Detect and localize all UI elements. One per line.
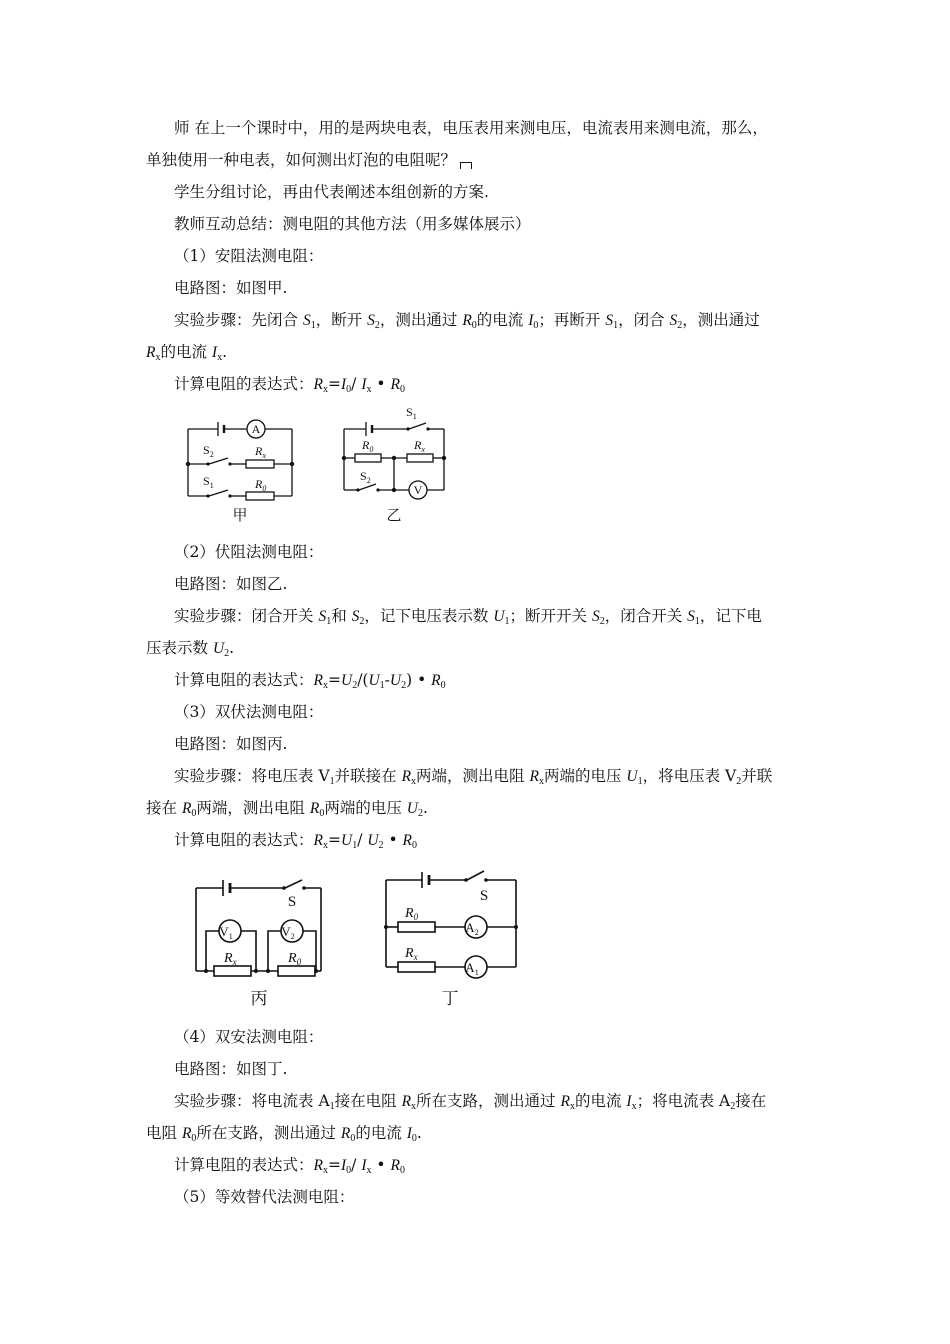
intro-line-2-text: 单独使用一种电表，如何测出灯泡的电阻呢？	[146, 151, 457, 169]
voltmeter-v2-label: $V_2$	[281, 924, 295, 941]
r0-label: $R_0$	[405, 906, 419, 922]
ammeter-a1-label: $A_1$	[465, 960, 479, 977]
switch-label: S	[287, 894, 297, 910]
switch-s2-label: $S_2$	[360, 469, 371, 485]
method-2-formula: 计算电阻的表达式：$R_x=U_2/(U_1-U_2)$ • $R_0$	[174, 671, 446, 691]
circuit-diagram-bing	[188, 868, 338, 1018]
intro-line-2	[146, 150, 472, 170]
formula-label: 计算电阻的表达式：	[174, 375, 314, 393]
switch-label: S	[479, 888, 489, 904]
method-3-steps-line-2: 接在 $R_0$两端，测出电阻 $R_0$两端的电压 $U_2$.	[146, 799, 428, 819]
method-3-circuit: 电路图：如图丙.	[174, 735, 288, 753]
figure-caption-yi: 乙	[386, 508, 402, 524]
steps-label: 实验步骤：	[174, 607, 252, 625]
method-4-steps-line-2: 电阻 $R_0$所在支路，测出通过 $R_0$的电流 $I_0$.	[146, 1124, 422, 1144]
figure-caption-jia: 甲	[232, 508, 248, 524]
method-4-circuit: 电路图：如图丁.	[174, 1060, 288, 1078]
method-4-formula: 计算电阻的表达式：$R_x=I_0/$ $I_x$ • $R_0$	[174, 1156, 405, 1176]
method-4-heading: （4）双安法测电阻：	[174, 1028, 324, 1046]
method-3-steps-line-1: 实验步骤：将电压表 $V_1$并联接在 $R_x$两端，测出电阻 $R_x$两端的电压 $U_1$，将电压表 $V_2$并联	[174, 767, 773, 787]
method-1-steps-line-1: 实验步骤：先闭合 $S_1$，断开 $S_2$，测出通过 $R_0$的电流 $I_0$；再断开 $S_1$，闭合 $S_2$，测出通过	[174, 311, 760, 331]
method-1-circuit: 电路图：如图甲.	[174, 279, 288, 297]
method-3-heading: （3）双伏法测电阻：	[174, 703, 324, 721]
summary-line: 教师互动总结：测电阻的其他方法（用多媒体展示）	[174, 215, 531, 233]
discussion-line: 学生分组讨论，再由代表阐述本组创新的方案.	[174, 183, 489, 201]
switch-s1-label: $S_1$	[406, 405, 417, 421]
rx-label: $R_x$	[405, 946, 418, 962]
method-2-steps-line-2: 压表示数 $U_2$.	[146, 639, 235, 659]
circuit-diagram-ding	[378, 862, 528, 1012]
steps-label: 实验步骤：	[174, 767, 252, 785]
rx-label: $R_x$	[224, 951, 237, 967]
rx-label: $R_x$	[255, 444, 266, 460]
steps-label: 实验步骤：	[174, 311, 252, 329]
figure-caption-bing: 丙	[250, 989, 268, 1008]
voltmeter-label: V	[413, 483, 423, 497]
method-3-formula: 计算电阻的表达式：$R_x=U_1/$ $U_2$ • $R_0$	[174, 831, 418, 851]
switch-s1-label: $S_1$	[203, 474, 214, 490]
figure-caption-ding: 丁	[441, 989, 459, 1008]
method-1-formula: 计算电阻的表达式：$R_x=I_0/$ $I_x$ • $R_0$	[174, 375, 405, 395]
ammeter-a2-label: $A_2$	[465, 920, 479, 937]
intro-line-1: 师 在上一个课时中，用的是两块电表，电压表用来测电压，电流表用来测电流，那么，	[174, 119, 768, 137]
method-2-steps-line-1: 实验步骤：闭合开关 $S_1$和 $S_2$，记下电压表示数 $U_1$；断开开关 $S_2$，闭合开关 $S_1$，记下电	[174, 607, 762, 627]
method-2-circuit: 电路图：如图乙.	[174, 575, 288, 593]
steps-label: 实验步骤：	[174, 1092, 252, 1110]
method-2-heading: （2）伏阻法测电阻：	[174, 543, 324, 561]
r0-label: $R_0$	[255, 477, 267, 493]
formula-label: 计算电阻的表达式：	[174, 671, 314, 689]
r0-label: $R_0$	[288, 951, 302, 967]
circuit-diagram-yi	[336, 400, 461, 530]
method-1-heading: （1）安阻法测电阻：	[174, 247, 324, 265]
method-4-steps-line-1: 实验步骤：将电流表 $A_1$接在电阻 $R_x$所在支路，测出通过 $R_x$的电流 $I_x$；将电流表 $A_2$接在	[174, 1092, 767, 1112]
formula-label: 计算电阻的表达式：	[174, 1156, 314, 1174]
formula-label: 计算电阻的表达式：	[174, 831, 314, 849]
rx-label: $R_x$	[414, 438, 425, 454]
method-5-heading: （5）等效替代法测电阻：	[174, 1188, 355, 1206]
voltmeter-v1-label: $V_1$	[219, 924, 233, 941]
ammeter-label: A	[251, 422, 261, 436]
switch-s2-label: $S_2$	[203, 443, 214, 459]
method-1-steps-line-2: $R_x$的电流 $I_x$.	[146, 343, 228, 363]
r0-label: $R_0$	[362, 438, 374, 454]
circuit-diagram-jia	[180, 400, 310, 530]
edit-mark-icon	[460, 162, 472, 169]
